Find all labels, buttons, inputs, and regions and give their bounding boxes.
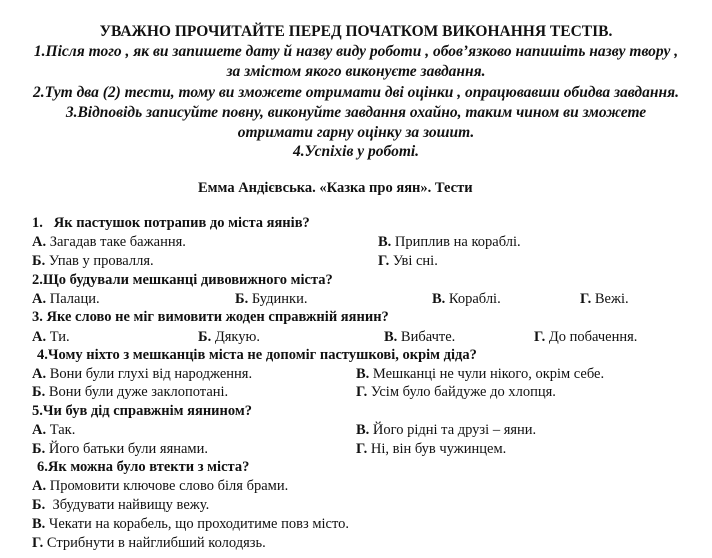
instruction-line-4: 4.Успіхів у роботі.: [292, 143, 420, 160]
question-number: 5.: [32, 403, 43, 419]
answer-option: Б. Будинки.: [235, 291, 308, 307]
answer-option: В. Його рідні та друзі – яяни.: [356, 422, 537, 438]
instructions-heading: УВАЖНО ПРОЧИТАЙТЕ ПЕРЕД ПОЧАТКОМ ВИКОНАННЯ ТЕСТІВ.: [99, 23, 613, 40]
question-text: Що будували мешканці дивовижного міста?: [42, 272, 333, 288]
instruction-line-2: 2.Тут два (2) тести, тому ви зможете отримати дві оцінки , опрацювавши обидва завдання.: [33, 84, 679, 101]
answer-option: Г. Вежі.: [580, 291, 629, 307]
question-text: Як можна було втекти з міста?: [47, 459, 250, 475]
answer-option: А. Так.: [32, 422, 76, 438]
answer-option: В. Вибачте.: [384, 329, 456, 345]
answer-option: А. Палаци.: [32, 291, 100, 307]
answer-option: В. Чекати на корабель, що проходитиме повз місто.: [32, 516, 349, 532]
answer-option: Б. Дякую.: [198, 329, 260, 345]
answer-option: Б. Вони були дуже заклопотані.: [32, 384, 229, 400]
answer-option: Б. Збудувати найвищу вежу.: [32, 497, 210, 513]
answer-option: А. Ти.: [32, 329, 70, 345]
instruction-line-3-cont: отримати гарну оцінку за зошит.: [237, 124, 475, 141]
question-text: Яке слово не міг вимовити жоден справжній яянин?: [46, 309, 389, 325]
answer-option: А. Загадав таке бажання.: [32, 234, 186, 250]
question-6: [37, 460, 249, 475]
question-number: 3.: [32, 309, 43, 325]
question-text: Чому ніхто з мешканців міста не допоміг пастушкові, окрім діда?: [47, 347, 477, 363]
answer-option: Г. Ні, він був чужинцем.: [356, 441, 507, 457]
instruction-line-1: 1.Після того , як ви запишете дату й назву виду роботи , обов’язково напишіть назву твору ,: [33, 43, 679, 60]
answer-option: В. Приплив на кораблі.: [378, 234, 521, 250]
question-3: [32, 310, 389, 325]
test-title: Емма Андієвська. «Казка про яян». Тести: [198, 180, 473, 196]
question-number: 2.: [32, 272, 43, 288]
question-5: [32, 404, 252, 419]
question-number: 1.: [32, 215, 43, 231]
question-text: Чи був дід справжнім яянином?: [42, 403, 252, 419]
instruction-line-1-cont: за змістом якого виконуєте завдання.: [226, 63, 486, 80]
question-1: [32, 216, 310, 231]
answer-option: А. Вони були глухі від народження.: [32, 366, 253, 382]
question-text: Як пастушок потрапив до міста яянів?: [53, 215, 310, 231]
answer-option: А. Промовити ключове слово біля брами.: [32, 478, 289, 494]
instruction-line-3: 3.Відповідь записуйте повну, виконуйте завдання охайно, таким чином ви зможете: [65, 104, 647, 121]
answer-option: Б. Упав у провалля.: [32, 253, 154, 269]
answer-option: Г. Стрибнути в найглибший колодязь.: [32, 535, 266, 551]
answer-option: В. Кораблі.: [432, 291, 501, 307]
answer-option: Г. Уві сні.: [378, 253, 438, 269]
question-4: [37, 348, 477, 363]
question-number: 6.: [37, 459, 48, 475]
answer-option: В. Мешканці не чули нікого, окрім себе.: [356, 366, 605, 382]
answer-option: Б. Його батьки були яянами.: [32, 441, 208, 457]
answer-option: Г. Усім було байдуже до хлопця.: [356, 384, 556, 400]
question-2: [32, 273, 333, 288]
question-number: 4.: [37, 347, 48, 363]
answer-option: Г. До побачення.: [534, 329, 638, 345]
